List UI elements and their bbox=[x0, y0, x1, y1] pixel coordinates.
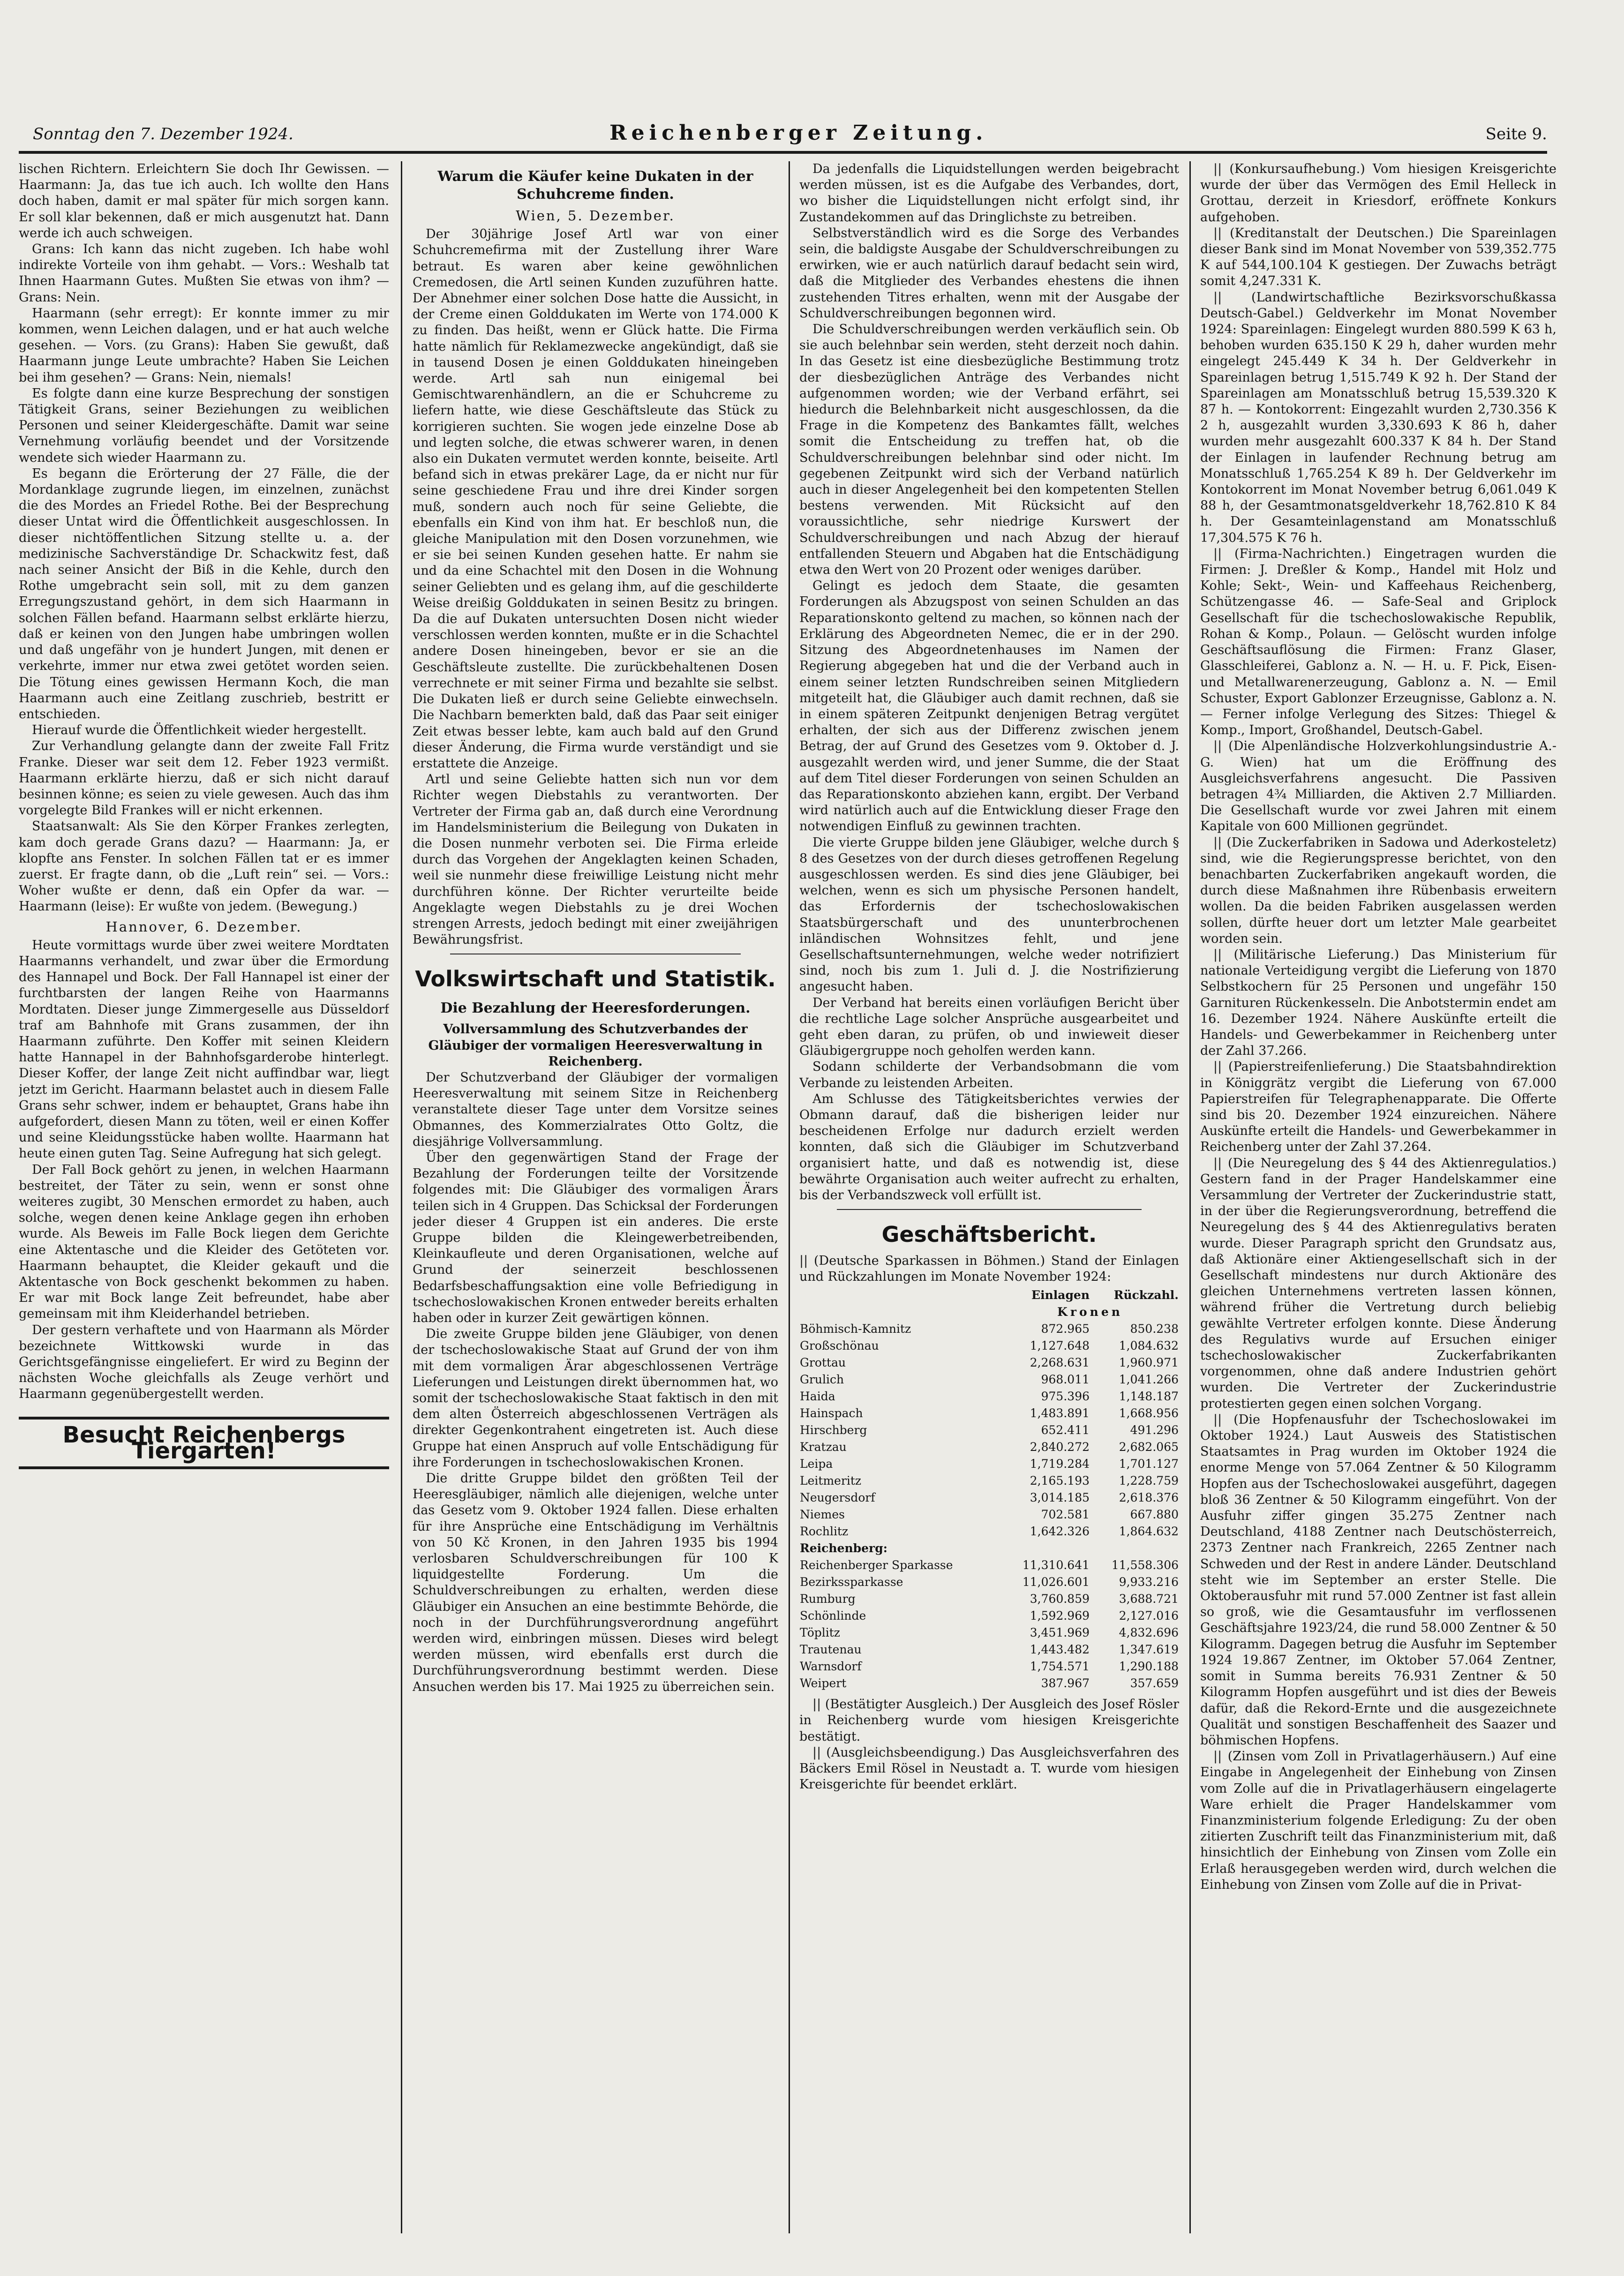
paragraph: || (Konkursaufhebung.) Vom hiesigen Kreisgerichte wurde der über das Vermögen des Emil Helleck in Grottau, derzeit in Kriesdorf, eröffnete Konkurs aufgehoben. bbox=[1200, 162, 1556, 225]
table-cell-deposits: 2,840.272 bbox=[1030, 1440, 1090, 1454]
paragraph: Grans: Ich kann das nicht zugeben. Ich habe wohl indirekte Vorteile von ihm gehabt. — Vors.: Weshalb tat Ihnen Haarmann Gutes. Mußten Sie etwas von ihm? — Grans: Nein. bbox=[19, 242, 389, 305]
paragraph: Es folgte dann eine kurze Besprechung der sonstigen Tätigkeit Grans, seiner Beziehungen zu weiblichen Personen und seiner Kleidergeschäfte. Damit war seine Vernehmung vorläufig beendet und der Vorsitzende wendete sich wieder Haarmann zu. bbox=[19, 386, 389, 465]
paragraph: Der 30jährige Josef Artl war von einer Schuhcremefirma mit der Zustellung ihrer Ware betraut. Es waren aber keine gewöhnlichen Cremedosen, die Artl seinen Kunden zuzuführen hatte. Der Abnehmer einer solchen Dose hatte die Aussicht, in der Creme einen Golddukaten im Werte von 174.000 K zu finden. Das heißt, wenn er Glück hatte. Die Firma hatte nämlich für Reklamezwecke angekündigt, daß sie in tausend Dosen je einen Golddukaten hineingeben werde. Artl sah nun einigemal bei Gemischtwarenhändlern, an die er Schuhcreme zu liefern hatte, wie diese Geschäftsleute das Stück zu korrigieren suchten. Sie wogen jede einzelne Dose ab und legten solche, die etwas schwerer waren, in denen also ein Dukaten vermutet werden konnte, beiseite. Artl befand sich in etwas prekärer Lage, da er nicht nur für seine geschiedene Frau und ihre drei Kinder sorgen muß, sondern auch noch für seine Geliebte, die ebenfalls ein Kind von ihm hat. Er beschloß nun, die gleiche Manipulation mit den Dosen vorzunehmen, wie er sie bei seinen Kunden gesehen hatte. Er nahm sie und da eine Schachtel mit den Dosen in die Wohnung seiner Geliebten und es gelang ihm, auf die geschilderte Weise dreißig Golddukaten in seinen Besitz zu bringen. Da die auf Dukaten untersuchten Dosen nicht wieder verschlossen werden konnten, mußte er in die Schachtel andere Dosen hineingeben, bevor er sie an die Geschäftsleute zustellte. Die zurückbehaltenen Dosen verrechnete er mit seiner Firma und bezahlte sie selbst. Die Dukaten ließ er durch seine Geliebte einwechseln. Die Nachbarn bemerkten bald, daß das Paar seit einiger Zeit etwas besser lebte, kam auch bald auf den Grund dieser Änderung, die Firma wurde verständigt und sie erstattete die Anzeige. bbox=[413, 227, 778, 771]
paragraph: Da jedenfalls die Liquidstellungen werden beigebracht werden müssen, ist es die Aufgabe des Verbandes, dort, wo bisher die Liquidstellungen nicht erfolgt sind, ihr Zustandekommen auf das Dringlichste zu betreiben. bbox=[799, 162, 1179, 225]
table-cell-place: Niemes bbox=[800, 1508, 845, 1522]
table-cell-deposits: 3,014.185 bbox=[1030, 1491, 1090, 1505]
column-2 bbox=[413, 161, 778, 2233]
table-cell-withdrawals: 1,148.187 bbox=[1119, 1390, 1179, 1404]
table-cell-deposits: 11,026.601 bbox=[1022, 1575, 1090, 1589]
table-cell-deposits: 1,483.891 bbox=[1030, 1406, 1090, 1420]
column-3 bbox=[799, 161, 1179, 2233]
table-cell-withdrawals: 357.659 bbox=[1130, 1676, 1179, 1690]
issue-date: Sonntag den 7. Dezember 1924. bbox=[33, 125, 293, 143]
article-title: Die Bezahlung der Heeresforderungen. bbox=[440, 999, 751, 1016]
paragraph: Die vierte Gruppe bilden jene Gläubiger, welche durch § 8 des Gesetzes von der durch dieses getroffenen Regelung ausgeschlossen werden. Es sind dies jene Gläubiger, bei welchen, wenn es sich um physische Personen handelt, das Erfordernis der tschechoslowakischen Staatsbürgerschaft und des ununterbrochenen inländischen Wohnsitzes fehlt, und jene Gesellschaftsunternehmungen, welche weder notrifiziert sind, noch bis zum 1. Juli d. J. die Nostrifizierung angesucht haben. bbox=[799, 835, 1179, 994]
column-1 bbox=[19, 161, 389, 2233]
table-cell-deposits: 11,310.641 bbox=[1022, 1558, 1090, 1572]
table-row bbox=[799, 1540, 1179, 1557]
table-cell-place: Hirschberg bbox=[800, 1423, 867, 1437]
separator bbox=[837, 1209, 1142, 1210]
paragraph: || (Ausgleichsbeendigung.) Das Ausgleichsverfahren des Bäckers Emil Rösel in Neustadt a. T. wurde vom hiesigen Kreisgerichte für beendet erklärt. bbox=[799, 1745, 1179, 1792]
table-row bbox=[799, 1354, 1179, 1371]
table-cell-deposits: 2,268.631 bbox=[1030, 1356, 1090, 1370]
table-cell-withdrawals: 1,668.956 bbox=[1119, 1406, 1179, 1420]
table-cell-withdrawals: 1,290.188 bbox=[1119, 1660, 1179, 1674]
paragraph: || (Bestätigter Ausgleich.) Der Ausgleich des Josef Rösler in Reichenberg wurde vom hiesigen Kreisgerichte bestätigt. bbox=[799, 1697, 1179, 1744]
page-number: Seite 9. bbox=[1485, 125, 1547, 143]
paragraph: Selbstverständlich wird es die Sorge des Verbandes sein, die baldigste Ausgabe der Schuldverschreibungen zu erwirken, wie er auch natürlich darauf bedacht sein wird, daß die Mitglieder des Verbandes ehestens die ihnen zustehenden Titres erhalten, wenn mit der Ausgabe der Schuldverschreibungen begonnen wird. bbox=[799, 225, 1179, 321]
newspaper-masthead: Reichenberger Zeitung. bbox=[609, 121, 988, 145]
table-cell-place: Schönlinde bbox=[800, 1609, 866, 1623]
table-row bbox=[799, 1405, 1179, 1422]
header-rule bbox=[19, 151, 1547, 154]
table-cell-withdrawals: 1,347.619 bbox=[1119, 1643, 1179, 1657]
table-row bbox=[799, 1591, 1179, 1607]
table-unit-row bbox=[799, 1304, 1179, 1321]
paragraph: || (Firma-Nachrichten.) Eingetragen wurden die Firmen: J. Dreßler & Komp., Handel mit Holz und Kohle; Sekt-, Wein- und Kaffeehaus Reichenberg, Schützengasse 46. — Safe-Seal and Griplock Gesellschaft für die tschechoslowakische Republik, Rohan & Komp., Polaun. — Gelöscht wurden infolge Geschäftsauflösung die Firmen: Franz Glaser, Glasschleiferei, Gablonz a. N. — H. u. F. Pick, Eisen- und Metallwarenerzeugung, Gablonz a. N. — Emil Schuster, Export Gablonzer Erzeugnisse, Gablonz a. N. — Ferner infolge Verlegung des Sitzes: Thiegel & Komp., Import, Großhandel, Deutsch-Gabel. bbox=[1200, 546, 1556, 738]
table-cell-deposits: 975.396 bbox=[1041, 1390, 1090, 1404]
table-cell-deposits: 968.011 bbox=[1041, 1373, 1090, 1387]
table-cell-place: Grottau bbox=[800, 1356, 846, 1370]
table-row bbox=[799, 1658, 1179, 1675]
table-group bbox=[799, 1540, 1179, 1557]
paragraph: lischen Richtern. Erleichtern Sie doch Ihr Gewissen. — Haarmann: Ja, das tue ich auch. Ich wollte den Hans doch haben, damit er mal später für mich sorgen kann. Er soll klar bekennen, daß er mich ausgenutzt hat. Dann werde ich auch schweigen. bbox=[19, 162, 389, 240]
table-row bbox=[799, 1489, 1179, 1506]
page-header bbox=[33, 121, 1547, 149]
table-cell-place: Rochlitz bbox=[800, 1525, 849, 1539]
table-cell-place: Warnsdorf bbox=[800, 1660, 862, 1674]
table-cell-deposits: 1,127.648 bbox=[1030, 1339, 1090, 1353]
table-cell-deposits: 3,760.859 bbox=[1030, 1592, 1090, 1606]
article-title: Warum die Käufer keine Dukaten in der Schuhcreme finden. bbox=[437, 168, 753, 203]
paragraph: Die Schuldverschreibungen werden verkäuflich sein. Ob sie auch belehnbar sein werden, steht derzeit noch dahin. In das Gesetz ist eine diesbezügliche Bestimmung trotz der diesbezüglichen Anträge des Verbandes nicht aufgenommen worden; wie der Verband erfährt, sei hiedurch die Belehnbarkeit nicht ausgeschlossen, da die Frage in die Kompetenz des Bankamtes fällt, welches somit die Entscheidung zu treffen hat, ob die Schuldverschreibungen belehnbar sind oder nicht. Im gegebenen Zeitpunkt wird sich der Verband natürlich auch in dieser Angelegenheit bei den kompetenten Stellen bestens verwenden. Mit Rücksicht auf den voraussichtliche, sehr niedrige Kurswert der Schuldverschreibungen und nach Abzug der hierauf entfallenden Steuern und Abgaben hat die Entschädigung etwa den Wert von 20 Prozent oder weniges darüber. bbox=[799, 322, 1179, 578]
paragraph: || (Zinsen vom Zoll in Privatlagerhäusern.) Auf eine Eingabe in Angelegenheit der Einhebung von Zinsen vom Zolle auf die in Privatlagerhäusern eingelagerte Ware erhielt die Prager Handelskammer vom Finanzministerium folgende Erledigung: Zu der oben zitierten Zuschrift teilt das Finanzministerium mit, daß hinsichtlich der Einhebung von Zinsen vom Zolle ein Erlaß herausgegeben werden wird, durch welchen die Einhebung von Zinsen vom Zolle auf die in Privat- bbox=[1200, 1749, 1556, 1892]
table-cell-withdrawals: 4,832.696 bbox=[1119, 1626, 1179, 1640]
zoo-advertisement: Besucht Reichenbergs Tiergarten! bbox=[19, 1417, 389, 1469]
paragraph: || (Die Hopfenausfuhr der Tschechoslowakei im Oktober 1924.) Laut Ausweis des Statistischen Staatsamtes in Prag wurden im Oktober 1924 die enorme Menge von 57.064 Zentner & 50 Kilogramm Hopfen aus der Tschechoslowakei ausgeführt, dagegen bloß 36 Zentner & 50 Kilogramm eingeführt. Von der Ausfuhr ziffer gingen 35.275 Zentner nach Deutschland, 4188 Zentner nach Deutschösterreich, 2373 Zentner nach Frankreich, 2265 Zentner nach Schweden und der Rest in andere Länder. Deutschland steht wie im September an erster Stelle. Die Oktoberausfuhr mit rund 57.000 Zentner ist fast allein so groß, wie die Gesamtausfuhr im verflossenen Geschäftsjahre 1923/24, die rund 58.000 Zentner & 50 Kilogramm. Dagegen betrug die Ausfuhr im September 1924 19.867 Zentner, im Oktober 57.064 Zentner, somit in Summa bereits 76.931 Zentner & 50 Kilogramm Hopfen ausgeführt und ist dies der Beweis dafür, daß die Rekord-Ernte und die ausgezeichnete Qualität und sonstigen Beschaffenheit des Saazer und böhmischen Hopfens. bbox=[1200, 1412, 1556, 1748]
table-cell-place: Böhmisch-Kamnitz bbox=[800, 1322, 911, 1336]
table-cell-deposits: 1,443.482 bbox=[1030, 1643, 1090, 1657]
paragraph: Zur Verhandlung gelangte dann der zweite Fall Fritz Franke. Dieser war seit dem 12. Feber 1923 vermißt. Haarmann erklärte hierzu, daß er sich nicht darauf besinnen könne; es seien zu viele gewesen. Auch das ihm vorgelegte Bild Frankes will er nicht erkennen. bbox=[19, 739, 389, 818]
table-body bbox=[799, 1557, 1179, 1692]
paragraph: Haarmann (sehr erregt): Er konnte immer zu mir kommen, wenn Leichen dalagen, und er hat auch welche gesehen. — Vors. (zu Grans): Haben Sie gewußt, daß Haarmann junge Leute umbrachte? Haben Sie Leichen bei ihm gesehen? — Grans: Nein, niemals! bbox=[19, 306, 389, 385]
article-lead: Vollversammlung des Schutzverbandes der Gläubiger der vormaligen Heeresverwaltung in Reichenberg. bbox=[428, 1022, 763, 1069]
table-row bbox=[799, 1574, 1179, 1591]
table-row bbox=[799, 1523, 1179, 1540]
table-cell-deposits: 702.581 bbox=[1041, 1508, 1090, 1522]
table-row bbox=[799, 1506, 1179, 1523]
column-4 bbox=[1200, 161, 1556, 2233]
paragraph: Über den gegenwärtigen Stand der Frage der Bezahlung der Forderungen teilte der Vorsitzende folgendes mit: Die Gläubiger des vormaligen Ärars teilen sich in 4 Gruppen. Das Schicksal der Forderungen jeder dieser 4 Gruppen ist ein anderes. Die erste Gruppe bilden die Kleingewerbetreibenden, Kleinkaufleute und deren Organisationen, welche auf Grund der seinerzeit beschlossenen Bedarfsbeschaffungsaktion eine volle Befriedigung in tschechoslowakischen Kronen entweder bereits erhalten haben oder in kurzer Zeit gewärtigen können. bbox=[413, 1150, 778, 1325]
column-divider bbox=[789, 161, 790, 2233]
table-cell-deposits: 1,719.284 bbox=[1030, 1457, 1090, 1471]
table-cell-withdrawals: 3,688.721 bbox=[1119, 1592, 1179, 1606]
table-cell-place: Rumburg bbox=[800, 1592, 856, 1606]
table-cell-place: Weipert bbox=[800, 1676, 847, 1690]
section-heading: Geschäftsbericht. bbox=[881, 1222, 1097, 1247]
table-cell-withdrawals: 2,127.016 bbox=[1119, 1609, 1179, 1623]
table-row bbox=[799, 1456, 1179, 1472]
paragraph: || (Die Neuregelung des § 44 des Aktienregulatios.) Gestern fand in der Prager Handelskammer eine Versammlung der Vertreter der Zuckerindustrie statt, in der über die Regierungsverordnung, betreffend die Neuregelung des § 44 des Aktienregulativs beraten wurde. Dieser Paragraph spricht den Grundsatz aus, daß Aktionäre einer Aktiengesellschaft sich in der Gesellschaft mindestens nur durch Aktionäre des gleichen Unternehmens vertreten lassen können, während früher die Vertretung durch beliebig gewählte Vertreter erfolgen konnte. Diese Änderung des Regulativs wurde auf Ersuchen einiger tschechoslowakischer Zuckerfabrikanten vorgenommen, ohne daß andere Industrien gehört wurden. Die Vertreter der Zuckerindustrie protestierten gegen einen solchen Vorgang. bbox=[1200, 1156, 1556, 1411]
paragraph: Der Verband hat bereits einen vorläufigen Bericht über die rechtliche Lage solcher Ansprüche ausgearbeitet und geht eben daran, zu prüfen, ob und inwieweit dieser Gläubigergruppe noch geholfen werden kann. bbox=[799, 995, 1179, 1059]
table-cell-deposits: 872.965 bbox=[1041, 1322, 1090, 1336]
table-row bbox=[799, 1371, 1179, 1388]
table-row bbox=[799, 1422, 1179, 1439]
table-cell-place: Reichenberger Sparkasse bbox=[800, 1558, 953, 1572]
paragraph: Hierauf wurde die Öffentlichkeit wieder hergestellt. bbox=[32, 723, 367, 738]
table-cell-withdrawals: 1,864.632 bbox=[1119, 1525, 1179, 1539]
table-row bbox=[799, 1321, 1179, 1337]
table-cell-place: Trautenau bbox=[800, 1643, 862, 1657]
table-header-row bbox=[799, 1287, 1179, 1304]
table-header bbox=[799, 1287, 1001, 1304]
table-row bbox=[799, 1624, 1179, 1641]
table-cell-withdrawals: 1,084.632 bbox=[1119, 1339, 1179, 1353]
table-row bbox=[799, 1675, 1179, 1692]
paragraph: Staatsanwalt: Als Sie den Körper Frankes zerlegten, kam doch gerade Grans dazu? — Haarmann: Ja, er klopfte ans Fenster. In solchen Fällen tat er es immer zuerst. Er fragte dann, ob die „Luft rein“ sei. — Vors.: Woher wußte er denn, daß ein Opfer da war. — Haarmann (leise): Er wußte von jedem. (Bewegung.) bbox=[19, 819, 389, 914]
table-row bbox=[799, 1641, 1179, 1658]
table-cell-withdrawals: 1,228.759 bbox=[1119, 1474, 1179, 1488]
table-cell-place: Neugersdorf bbox=[800, 1491, 875, 1505]
table-cell-withdrawals: 1,701.127 bbox=[1119, 1457, 1179, 1471]
table-header: Rückzahl. bbox=[1113, 1288, 1179, 1302]
table-intro: || (Deutsche Sparkassen in Böhmen.) Stand der Einlagen und Rückzahlungen im Monate November 1924: bbox=[799, 1253, 1179, 1284]
paragraph: Die zweite Gruppe bilden jene Gläubiger, von denen der tschechoslowakische Staat auf Grund der von ihm mit dem vormaligen Ärar abgeschlossenen Verträge Lieferungen und Leistungen direkt übernommen hat, wo somit der tschechoslowakische Staat faktisch in den mit dem alten Österreich abgeschlossenen Verträgen als direkter Gegenkontrahent eingetreten ist. Auch diese Gruppe hat einen Anspruch auf volle Entschädigung für ihre Forderungen in tschechoslowakischen Kronen. bbox=[413, 1327, 778, 1470]
table-row bbox=[799, 1472, 1179, 1489]
table-body bbox=[799, 1321, 1179, 1540]
table-cell-withdrawals: 850.238 bbox=[1130, 1322, 1179, 1336]
dateline: Wien, 5. Dezember. bbox=[516, 208, 675, 224]
table-row bbox=[799, 1388, 1179, 1405]
dateline: Hannover, 6. Dezember. bbox=[105, 918, 302, 935]
table-header: Einlagen bbox=[1031, 1288, 1090, 1302]
table-cell-withdrawals: 9,933.216 bbox=[1119, 1575, 1179, 1589]
paragraph: || (Kreditanstalt der Deutschen.) Die Spareinlagen dieser Bank sind im Monat November von 539,352.775 K auf 544,100.104 K gestiegen. Der Zuwachs beträgt somit 4,247.331 K. bbox=[1200, 225, 1556, 289]
table-cell-withdrawals: 1,041.266 bbox=[1119, 1373, 1179, 1387]
table-cell-deposits: 387.967 bbox=[1041, 1676, 1090, 1690]
table-cell-withdrawals: 2,682.065 bbox=[1119, 1440, 1179, 1454]
table-cell-deposits: 652.411 bbox=[1041, 1423, 1090, 1437]
table-cell-place: Leipa bbox=[800, 1457, 833, 1471]
table-cell-deposits: 1,754.571 bbox=[1030, 1660, 1090, 1674]
paragraph: Am Schlusse des Tätigkeitsberichtes verwies der Obmann darauf, daß die bisherigen leider nur bescheidenen Erfolge nur dadurch erzielt werden konnten, daß sich die Gläubiger im Schutzverband organisiert hatte, und daß es notwendig ist, diese bewährte Organisation auch weiter aufrecht zu erhalten, bis der Verbandszweck voll erfüllt ist. bbox=[799, 1091, 1179, 1202]
table-cell-withdrawals: 2,618.376 bbox=[1119, 1491, 1179, 1505]
table-cell-place: Leitmeritz bbox=[800, 1474, 862, 1488]
savings-table bbox=[799, 1287, 1179, 1692]
paragraph: Heute vormittags wurde über zwei weitere Mordtaten Haarmanns verhandelt, und zwar über die Ermordung des Hannapel und Bock. Der Fall Hannapel ist einer der furchtbarsten der langen Reihe von Haarmanns Mordtaten. Dieser junge Zimmergeselle aus Düsseldorf traf am Bahnhofe mit Grans zusammen, der ihn Haarmann zuführte. Den Koffer mit seinen Kleidern hatte Hannapel in der Bahnhofsgarderobe hinterlegt. Dieser Koffer, der lange Zeit nicht auffindbar war, liegt jetzt im Gericht. Haarmann belastet auch in diesem Falle Grans sehr schwer, indem er behauptet, Grans habe ihn aufgefordert, diesen Mann zu töten, weil er einen Koffer und seine Kleidungsstücke haben wollte. Haarmann hat heute einen guten Tag. Seine Aufregung hat sich gelegt. bbox=[19, 938, 389, 1161]
table-cell-withdrawals: 491.296 bbox=[1130, 1423, 1179, 1437]
table-cell-withdrawals: 667.880 bbox=[1130, 1508, 1179, 1522]
paragraph: || (Papierstreifenlieferung.) Die Staatsbahndirektion in Königgrätz vergibt die Lieferung von 67.000 Papierstreifen für Telegraphenapparate. Die Offerte sind bis 20. Dezember 1924 einzureichen. Nähere Auskünfte erteilt die Handels- und Gewerbekammer in Reichenberg unter der Zahl 37.264. bbox=[1200, 1059, 1556, 1155]
table-row bbox=[799, 1607, 1179, 1624]
table-row bbox=[799, 1337, 1179, 1354]
paragraph: Gelingt es jedoch dem Staate, die gesamten Forderungen als Abzugspost von seinen Schulden an das Reparationskonto geltend zu machen, so können nach der Erklärung des Abgeordneten Nemec, die er in der 290. Sitzung des Abgeordnetenhauses im Namen der Regierung abgegeben hat und die der Verband auch in einem seiner letzten Rundschreiben seinen Mitgliedern mitgeteilt hat, die Gläubiger auch damit rechnen, daß sie in einem späteren Zeitpunkt denjenigen Betrag vergütet erhalten, der sich aus der Differenz zwischen jenem Betrag, der auf Grund des Gesetzes vom 9. Oktober d. J. ausgezahlt werden wird, und jener Summe, die der Staat auf dem Titel dieser Forderungen von seinen Schulden an das Reparationskonto abziehen kann, ergibt. Der Verband wird natürlich auch auf die Entwicklung dieser Frage den notwendigen Einfluß zu gewinnen trachten. bbox=[799, 578, 1179, 834]
table-cell-place: Großschönau bbox=[800, 1339, 879, 1353]
paragraph: Die dritte Gruppe bildet den größten Teil der Heeresgläubiger, nämlich alle diejenigen, welche unter das Gesetz vom 9. Oktober 1924 fallen. Diese erhalten für ihre Ansprüche eine Entschädigung im Verhältnis von 50 Kč Kronen, in den Jahren 1935 bis 1994 verlosbaren Schuldverschreibungen für 100 K liquidgestellte Forderung. Um die Schuldverschreibungen zu erhalten, werden diese Gläubiger ein Ansuchen an eine bestimmte Behörde, die noch in der Durchführungsverordnung angeführt werden wird, einbringen müssen. Dieses wird belegt werden müssen, wird ebenfalls erst durch die Durchführungsverordnung bestimmt werden. Diese Ansuchen werden bis 17. Mai 1925 zu überreichen sein. bbox=[413, 1471, 778, 1694]
column-divider bbox=[1189, 161, 1191, 2233]
table-cell-deposits: 1,642.326 bbox=[1030, 1525, 1090, 1539]
table-cell-deposits: 1,592.969 bbox=[1030, 1609, 1090, 1623]
paragraph: Der Fall Bock gehört zu jenen, in welchen Haarmann bestreitet, der Täter zu sein, wenn er sonst ohne weiteres zugibt, 30 Menschen ermordet zu haben, auch solche, wegen denen keine Anklage gegen ihn erhoben wurde. Als Beweis im Falle Bock liegen dem Gerichte eine Aktentasche und die Kleider des Getöteten vor. Haarmann behauptet, die Kleider gekauft und die Aktentasche von Bock geschenkt bekommen zu haben. Er war mit Bock lange Zeit befreundet, habe aber gemeinsam mit ihm Kleiderhandel betrieben. bbox=[19, 1162, 389, 1322]
table-cell-place: Töplitz bbox=[800, 1626, 840, 1640]
table-cell-deposits: 3,451.969 bbox=[1030, 1626, 1090, 1640]
column-divider bbox=[401, 161, 402, 2233]
table-cell-place: Bezirkssparkasse bbox=[800, 1575, 903, 1589]
paragraph: || (Landwirtschaftliche Bezirksvorschußkassa Deutsch-Gabel.) Geldverkehr im Monat November 1924: Spareinlagen: Eingelegt wurden 880.599 K 63 h, behoben wurden 635.150 K 29 h, daher wurden mehr eingelegt 245.449 K 34 h. Der Geldverkehr in Spareinlagen betrug 1,515.749 K 92 h. Der Stand der Spareinlagen am Monatsschluß betrug 15,539.320 K 87 h. — Kontokorrent: Eingezahlt wurden 2,730.356 K 2 h, ausgezahlt wurden 3,330.693 K 86 h, daher wurden mehr ausgezahlt 600.337 K 84 h. Der Stand der Einlagen in laufender Rechnung betrug am Monatsschluß 1,765.254 K 89 h. Der Geldverkehr im Kontokorrent im Monat November betrug 6,061.049 K 88 h, der Gesamtmonatsgeldverkehr 18,762.810 K 84 h. Der Gesamteinlagenstand am Monatsschluß 17,304.575 K 76 h. bbox=[1200, 290, 1556, 545]
table-group-label: Reichenberg: bbox=[800, 1541, 887, 1555]
table-cell-place: Grulich bbox=[800, 1373, 844, 1387]
paragraph: || (Die Alpenländische Holzverkohlungsindustrie A.-G. Wien) hat um die Eröffnung des Ausgleichsverfahrens angesucht. Die Passiven betragen 4¾ Milliarden, die Aktiven 2.7 Milliarden. Die Gesellschaft wurde vor zwei Jahren mit einem Kapitale von 600 Millionen gegründet. bbox=[1200, 739, 1556, 834]
paragraph: Es begann die Erörterung der 27 Fälle, die der Mordanklage zugrunde liegen, im einzelnen, zunächst die des Mordes an Friedel Rothe. Bei der Besprechung dieser Untat wird die Öffentlichkeit ausgeschlossen. In dieser nichtöffentlichen Sitzung stellte u. a. der medizinische Sachverständige Dr. Schackwitz fest, daß nach seiner Ansicht der Biß in die Kehle, durch den Rothe umgebracht sein soll, mit zu dem ganzen Erregungszustand gehört, in dem sich Haarmann in solchen Fällen befand. Haarmann selbst erklärte hierzu, daß er keinen von den Jungen habe umbringen wollen und daß ungefähr von je hundert Jungen, mit denen er verkehrte, immer nur etwa zwei getötet worden seien. Die Tötung eines gewissen Hermann Koch, die man Haarmann auch eine Zeitlang zuschrieb, bestritt er entschieden. bbox=[19, 466, 389, 721]
paragraph: Der Schutzverband der Gläubiger der vormaligen Heeresverwaltung mit seinem Sitze in Reichenberg veranstaltete dieser Tage unter dem Vorsitze seines Obmannes, des Kommerzialrates Otto Goltz, die diesjährige Vollversammlung. bbox=[413, 1070, 778, 1149]
table-cell-withdrawals: 1,960.971 bbox=[1119, 1356, 1179, 1370]
table-cell-place: Hainspach bbox=[800, 1406, 863, 1420]
paragraph: Artl und seine Geliebte hatten sich nun vor dem Richter wegen Diebstahls zu verantworten. Der Vertreter der Firma gab an, daß durch eine Verordnung im Handelsministerium die Beilegung von Dukaten in die Dosen nunmehr verboten sei. Die Firma erleide durch das Vorgehen der Angeklagten keinen Schaden, weil sie nunmehr diese freiwillige Leistung nicht mehr durchführen könne. Der Richter verurteilte beide Angeklagte wegen Diebstahls zu je drei Wochen strengen Arrests, jedoch bedingt mit einer zweijährigen Bewährungsfrist. bbox=[413, 772, 778, 947]
table-row bbox=[799, 1557, 1179, 1574]
table-cell-deposits: 2,165.193 bbox=[1030, 1474, 1090, 1488]
table-cell-withdrawals: 11,558.306 bbox=[1111, 1558, 1179, 1572]
paragraph: || (Militärische Lieferung.) Das Ministerium für nationale Verteidigung vergibt die Lieferung von 1870 Selbstkochern für 25 Personen und ungefähr 150 Garnituren Rückenkesseln. Die Anbotstermin endet am 16. Dezember 1924. Nähere Auskünfte erteilt die Handels- und Gewerbekammer in Reichenberg unter der Zahl 37.266. bbox=[1200, 947, 1556, 1059]
paragraph: Sodann schilderte der Verbandsobmann die vom Verbande zu leistenden Arbeiten. bbox=[799, 1059, 1179, 1090]
table-cell-place: Kratzau bbox=[800, 1440, 847, 1454]
paragraph: || (Die Zuckerfabriken in Sadowa und Aderkosteletz) sind, wie die Regierungspresse berichtet, von den benachbarten Zuckerfabriken angekauft worden, die durch diese Maßnahmen ihre Rübenbasis erweitern wollen. Da die beiden Fabriken ausgelassen werden sollen, dürfte heuer dort um letzter Male gearbeitet worden sein. bbox=[1200, 835, 1556, 946]
table-row bbox=[799, 1439, 1179, 1456]
section-heading: Volkswirtschaft und Statistik. bbox=[415, 966, 776, 992]
table-unit: Kronen bbox=[1057, 1305, 1123, 1319]
paragraph: Der gestern verhaftete und von Haarmann als Mörder bezeichnete Wittkowski wurde in das Gerichtsgefängnisse eingeliefert. Er wird zu Beginn der nächsten Woche gleichfalls als Zeuge verhört und Haarmann gegenübergestellt werden. bbox=[19, 1322, 389, 1402]
table-cell-place: Haida bbox=[800, 1390, 835, 1404]
